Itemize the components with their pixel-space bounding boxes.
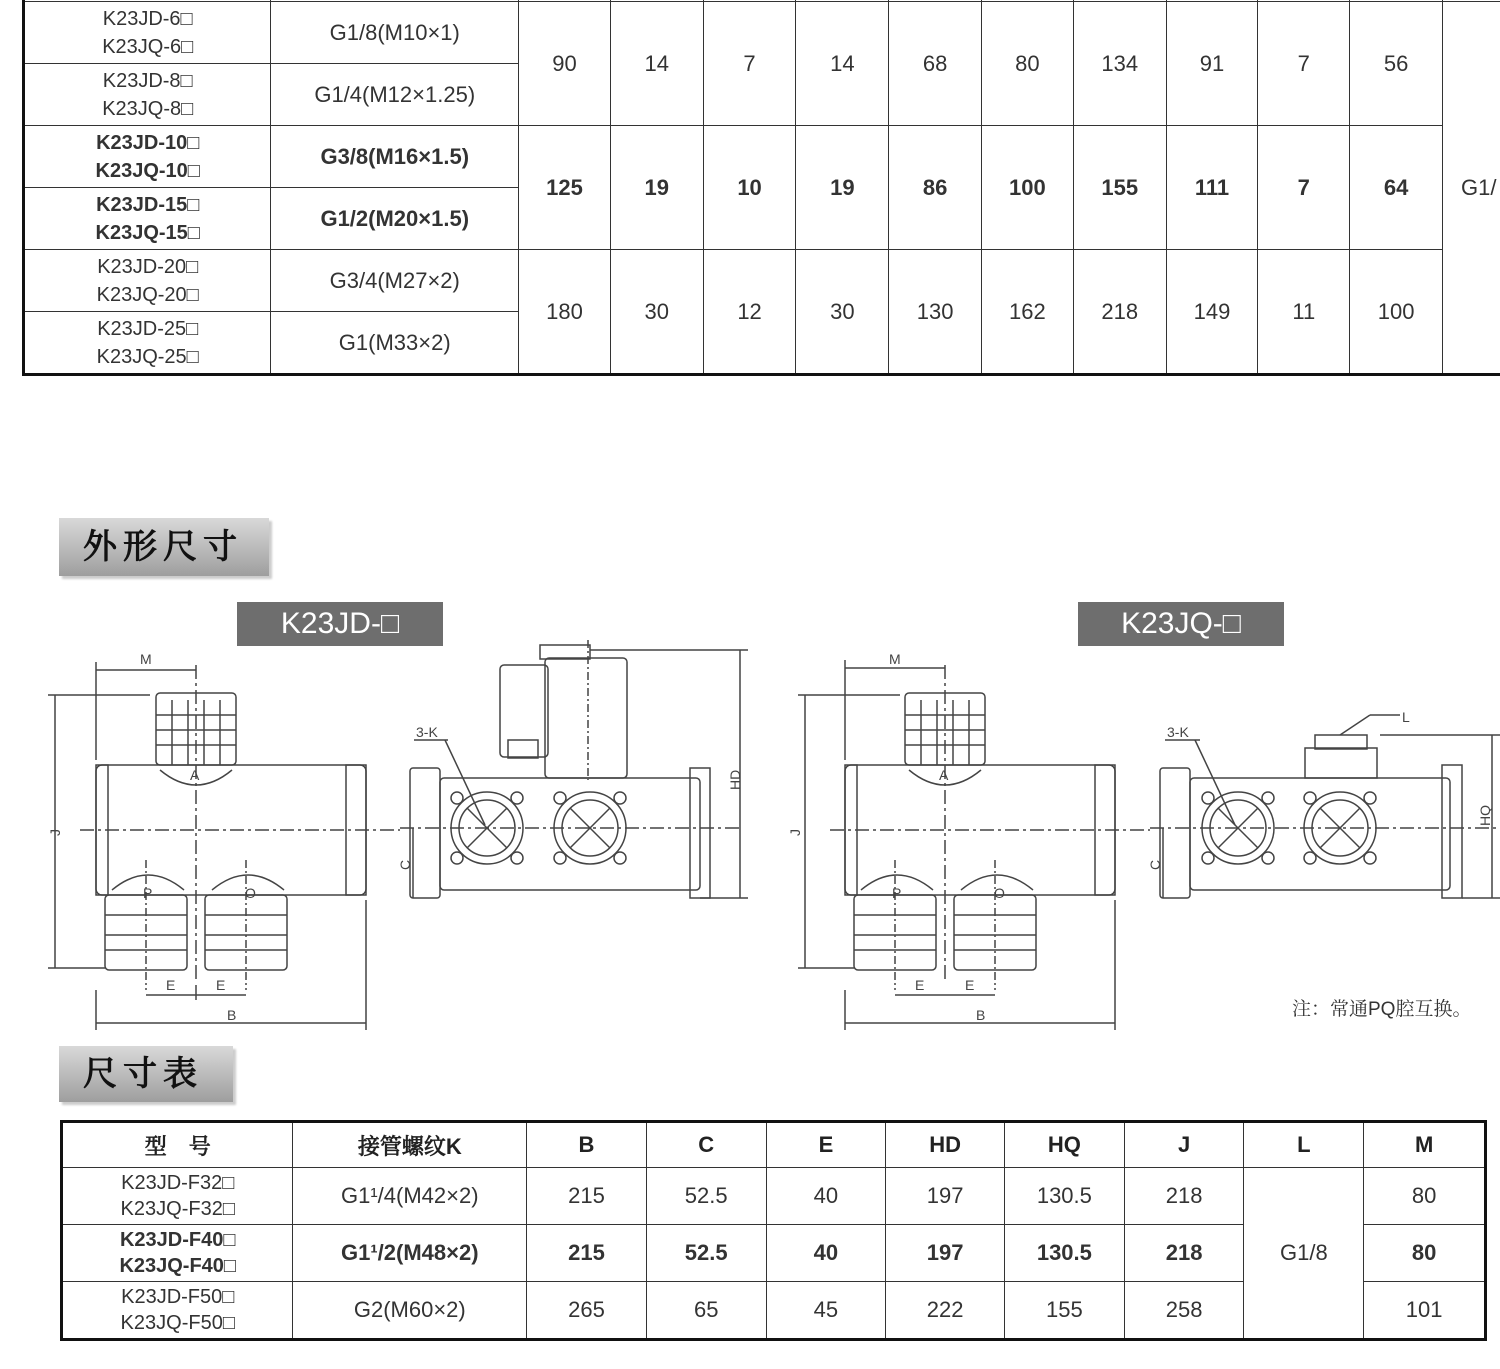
- thread-cell: G1/8(M10×1): [271, 2, 519, 64]
- svg-text:B: B: [227, 1007, 237, 1023]
- table-header-row: 型 号 接管螺纹K B C E HD HQ J L M: [62, 1122, 1486, 1168]
- svg-text:J: J: [787, 829, 803, 836]
- jq-front-view: [798, 660, 1150, 1030]
- model-cell: K23JD-6□ K23JQ-6□: [24, 2, 271, 64]
- table-row: K23JD-F50□ K23JQ-F50□ G2(M60×2) 265 65 45 222 155 258 101: [62, 1282, 1486, 1340]
- svg-text:HD: HD: [727, 769, 743, 790]
- model-tag-jd: K23JD-□: [237, 602, 443, 646]
- dimension-table: [60, 1120, 1487, 1341]
- table-row: K23JD-25□ K23JQ-25□ G1(M33×2): [24, 312, 1500, 375]
- table-row: K23JD-20□ K23JQ-20□ G3/4(M27×2) 180 30 12 30 130 162 218 149 11 100: [24, 250, 1500, 312]
- svg-text:M: M: [140, 651, 152, 667]
- svg-text:O: O: [994, 885, 1005, 901]
- svg-text:C: C: [397, 859, 413, 870]
- outline-drawings: [0, 640, 1500, 1040]
- svg-text:L: L: [1402, 709, 1410, 725]
- svg-text:3-K: 3-K: [416, 724, 438, 740]
- table-row: K23JD-15□ K23JQ-15□ G1/2(M20×1.5): [24, 188, 1500, 250]
- jq-side-view: [1150, 715, 1500, 898]
- svg-text:O: O: [245, 885, 256, 901]
- svg-text:C: C: [1147, 859, 1163, 870]
- table-row: K23JD-F32□ K23JQ-F32□ G1¹/4(M42×2) 215 52.5 40 197 130.5 218 G1/8 80: [62, 1168, 1486, 1225]
- svg-text:P: P: [892, 885, 902, 901]
- svg-text:3-K: 3-K: [1167, 724, 1189, 740]
- svg-text:B: B: [976, 1007, 986, 1023]
- table-row: K23JD-6□ K23JQ-6□ G1/8(M10×1) 90 14 7 14 68 80 134 91 7 56 G1/: [24, 2, 1500, 64]
- svg-text:E: E: [166, 977, 176, 993]
- note-text: 注：常通PQ腔互换。: [1292, 999, 1472, 1020]
- svg-text:E: E: [965, 977, 975, 993]
- svg-text:A: A: [190, 767, 200, 783]
- section-title-table: 尺寸表: [59, 1046, 233, 1102]
- svg-text:E: E: [216, 977, 226, 993]
- table-row: K23JD-F40□ K23JQ-F40□ G1¹/2(M48×2) 215 52.5 40 197 130.5 218 80: [62, 1225, 1486, 1282]
- svg-text:E: E: [915, 977, 925, 993]
- svg-text:J: J: [47, 829, 63, 836]
- top-dimension-table: [22, 0, 1500, 376]
- svg-text:M: M: [889, 651, 901, 667]
- jd-front-view: [48, 662, 400, 1030]
- svg-text:A: A: [939, 767, 949, 783]
- svg-text:HQ: HQ: [1477, 805, 1493, 826]
- section-title-outline: 外形尺寸: [59, 518, 269, 576]
- svg-text:P: P: [143, 885, 153, 901]
- table-row: K23JD-10□ K23JQ-10□ G3/8(M16×1.5) 125 19 10 19 86 100 155 111 7 64: [24, 126, 1500, 188]
- table-row: K23JD-8□ K23JQ-8□ G1/4(M12×1.25): [24, 64, 1500, 126]
- jd-side-view: [400, 640, 748, 898]
- model-tag-jq: K23JQ-□: [1078, 602, 1284, 646]
